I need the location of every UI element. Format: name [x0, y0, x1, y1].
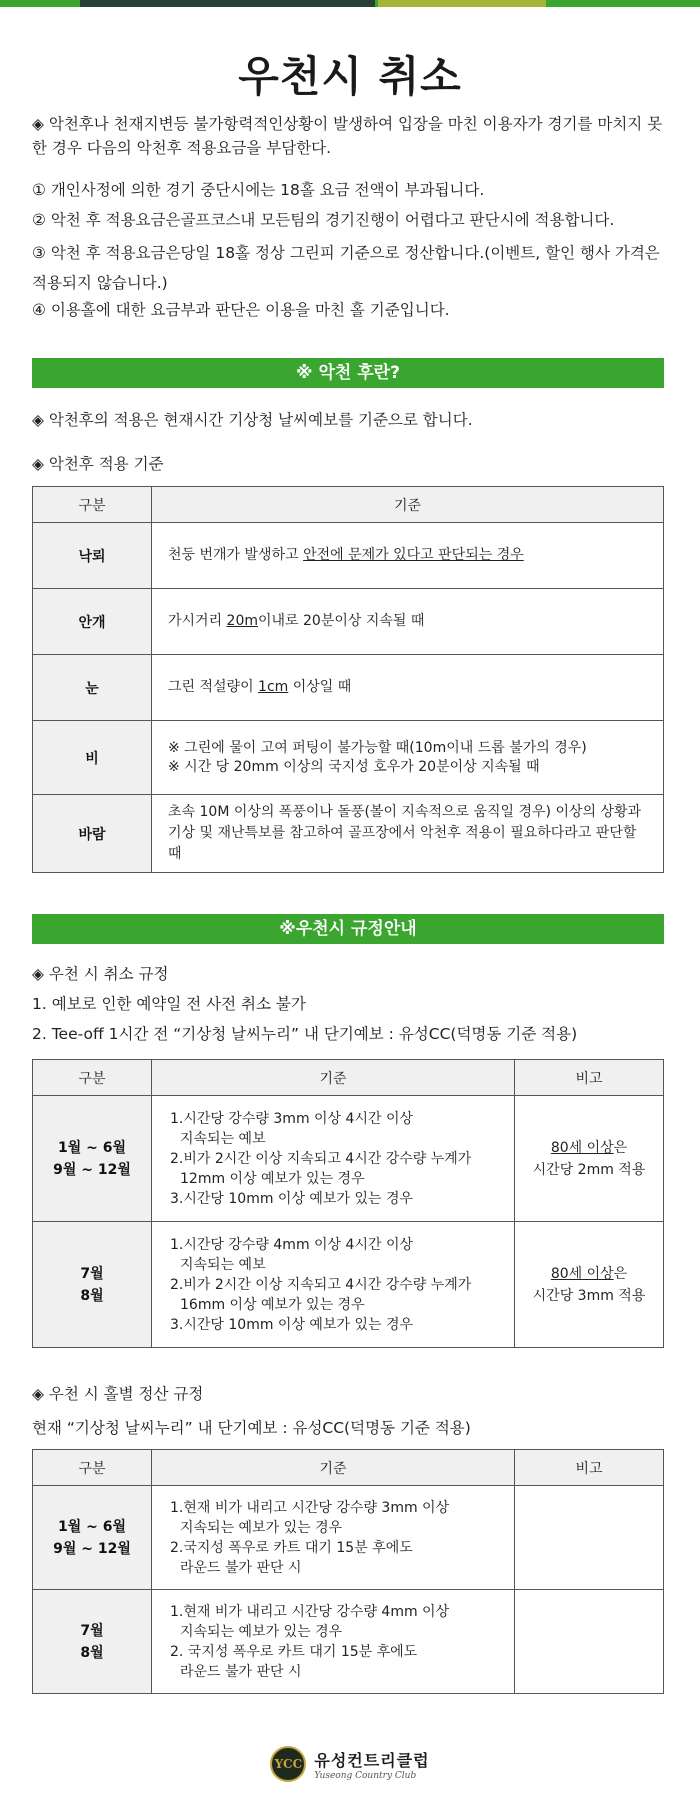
row-category: 비 [33, 721, 152, 795]
col-header-note: 비고 [515, 1060, 664, 1096]
col-header-category: 구분 [33, 487, 152, 523]
rule-2: ② 악천 후 적용요금은골프코스내 모든팀의 경기진행이 어렵다고 판단시에 적용합니다. [32, 211, 615, 229]
table-header-row [33, 487, 664, 523]
table-row [33, 655, 664, 721]
section3-line1: ◈ 우천 시 홀별 정산 규정 [32, 1385, 204, 1403]
section2-line3: 2. Tee-off 1시간 전 “기상청 날씨누리” 내 단기예보 : 유성CC(덕명동 기준 적용) [32, 1025, 578, 1043]
row-note [515, 1486, 664, 1590]
table-row [33, 1222, 664, 1348]
col-header-criteria: 기준 [152, 1450, 515, 1486]
club-emblem-icon: YCC [270, 1746, 306, 1782]
section1-line2: ◈ 악천후 적용 기준 [32, 455, 164, 473]
table-header-row [33, 1060, 664, 1096]
row-category: 낙뢰 [33, 523, 152, 589]
table-row [33, 523, 664, 589]
row-criteria: 그린 적설량이 1cm 이상일 때 [152, 655, 664, 721]
hole-settlement-table [32, 1449, 664, 1694]
row-category: 바람 [33, 795, 152, 873]
top-bar-seg [378, 0, 546, 7]
table-row [33, 795, 664, 873]
section3-line2: 현재 “기상청 날씨누리” 내 단기예보 : 유성CC(덕명동 기준 적용) [32, 1419, 471, 1437]
row-note: 80세 이상은 시간당 3mm 적용 [515, 1222, 664, 1348]
row-criteria: 초속 10M 이상의 폭풍이나 돌풍(볼이 지속적으로 움직일 경우) 이상의 상황과 기상 및 재난특보를 참고하여 골프장에서 악천후 적용이 필요하다라고 판단할때 [152, 795, 664, 873]
row-category: 눈 [33, 655, 152, 721]
table-row [33, 1486, 664, 1590]
intro-text: ◈ 악천후나 천재지변등 불가항력적인상황이 발생하여 입장을 마친 이용자가 경기를 마치지 못한 경우 다음의 악천후 적용요금을 부담한다. [32, 115, 663, 157]
section-band-bad-weather: ※ 악천 후란? [32, 358, 664, 388]
table-row [33, 1096, 664, 1222]
table-row [33, 1590, 664, 1694]
col-header-criteria: 기준 [152, 1060, 515, 1096]
section2-line1: ◈ 우천 시 취소 규정 [32, 965, 169, 983]
col-header-category: 구분 [33, 1450, 152, 1486]
table-row [33, 721, 664, 795]
top-bar-seg [546, 0, 700, 7]
row-criteria: 가시거리 20m이내로 20분이상 지속될 때 [152, 589, 664, 655]
rule-1: ① 개인사정에 의한 경기 중단시에는 18홀 요금 전액이 부과됩니다. [32, 181, 485, 199]
section2-line2: 1. 예보로 인한 예약일 전 사전 취소 불가 [32, 995, 306, 1013]
rule-3: ③ 악천 후 적용요금은당일 18홀 정상 그린피 기준으로 정산합니다.(이벤트, 할인 행사 가격은 적용되지 않습니다.) [32, 244, 660, 292]
club-name [314, 1748, 429, 1781]
row-category: 7월 8월 [33, 1222, 152, 1348]
row-criteria: 1.현재 비가 내리고 시간당 강수량 3mm 이상 지속되는 예보가 있는 경우 2.국지성 폭우로 카트 대기 15분 후에도 라운드 불가 판단 시 [152, 1486, 515, 1590]
row-criteria: 1.현재 비가 내리고 시간당 강수량 4mm 이상 지속되는 예보가 있는 경우 2. 국지성 폭우로 카트 대기 15분 후에도 라운드 불가 판단 시 [152, 1590, 515, 1694]
row-criteria: ※ 그린에 물이 고여 퍼팅이 불가능할 때(10m이내 드롭 불가의 경우) ※ 시간 당 20mm 이상의 국지성 호우가 20분이상 지속될 때 [152, 721, 664, 795]
section1-line1: ◈ 악천후의 적용은 현재시간 기상청 날씨예보를 기준으로 합니다. [32, 411, 473, 429]
row-criteria: 1.시간당 강수량 3mm 이상 4시간 이상 지속되는 예보 2.비가 2시간 이상 지속되고 4시간 강수량 누계가 12mm 이상 예보가 있는 경우 3.시간당 10mm 이상 예보가 있는 경우 [152, 1096, 515, 1222]
row-category: 안개 [33, 589, 152, 655]
table-row [33, 589, 664, 655]
rain-cancel-table [32, 1059, 664, 1348]
row-note [515, 1590, 664, 1694]
club-name-english: Yuseong Country Club [314, 1770, 417, 1781]
table-header-row [33, 1450, 664, 1486]
page-title: 우천시 취소 [238, 52, 462, 101]
row-criteria: 천둥 번개가 발생하고 안전에 문제가 있다고 판단되는 경우 [152, 523, 664, 589]
section-band-rain-rules: ※우천시 규정안내 [32, 914, 664, 944]
col-header-criteria: 기준 [152, 487, 664, 523]
col-header-category: 구분 [33, 1060, 152, 1096]
footer-logo [0, 1746, 700, 1782]
club-name-korean: 유성컨트리클럽 [314, 1750, 430, 1770]
top-bar-seg [80, 0, 375, 7]
row-category: 1월 ~ 6월 9월 ~ 12월 [33, 1486, 152, 1590]
row-note: 80세 이상은 시간당 2mm 적용 [515, 1096, 664, 1222]
rule-4: ④ 이용홀에 대한 요금부과 판단은 이용을 마친 홀 기준입니다. [32, 301, 450, 319]
row-category: 7월 8월 [33, 1590, 152, 1694]
row-criteria: 1.시간당 강수량 4mm 이상 4시간 이상 지속되는 예보 2.비가 2시간 이상 지속되고 4시간 강수량 누계가 16mm 이상 예보가 있는 경우 3.시간당 10mm 이상 예보가 있는 경우 [152, 1222, 515, 1348]
col-header-note: 비고 [515, 1450, 664, 1486]
top-color-bar [0, 0, 700, 7]
bad-weather-table [32, 486, 664, 873]
row-category: 1월 ~ 6월 9월 ~ 12월 [33, 1096, 152, 1222]
top-bar-seg [0, 0, 80, 7]
